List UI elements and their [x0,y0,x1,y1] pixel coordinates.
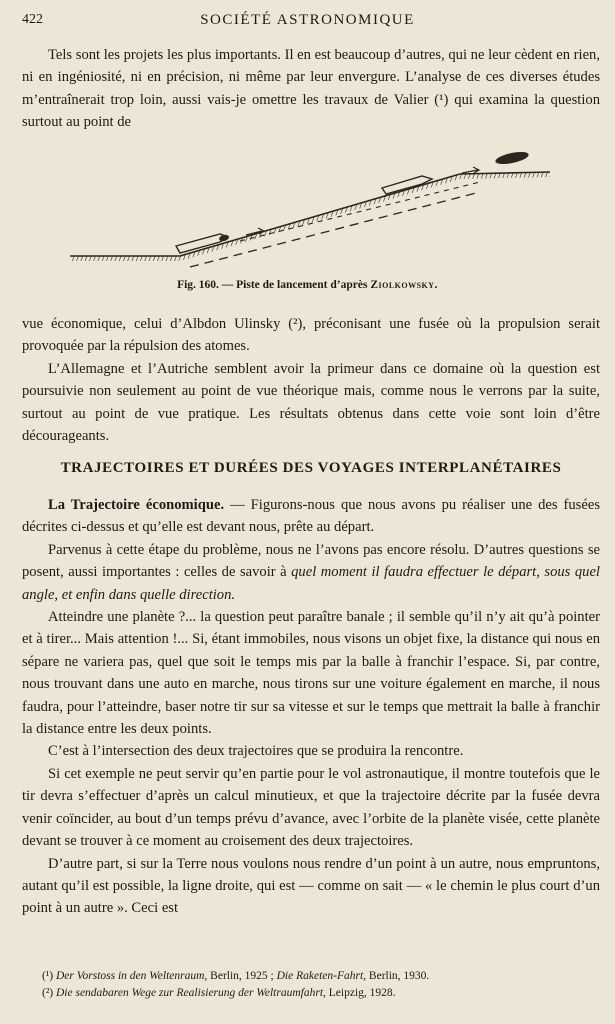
run-in-heading: La Trajectoire économique. [48,497,225,513]
page-header [22,12,593,32]
footnote-1-end: , Berlin, 1930. [363,970,430,982]
section-heading: TRAJECTOIRES ET DURÉES DES VOYAGES INTERPLANÉTAIRES [60,460,562,476]
paragraph-reach-planet: Atteindre une planète ?... la question peut paraître banale ; il semble qu’il n’y ait qu’à pointer et à tirer... Mais attention !... Si, étant immobiles, nous visons un objet fixe, la distance qui nous en sépare ne variera pas, quel que soit le temps mis par la balle à franchir l’espace. Si, par contre, nous trouvant dans une auto en marche, nous tirons sur une voiture également en marche, il nous faudra, pour l’atteindre, baser notre tir sur sa vitesse et sur le temps que mettrait la balle à franchir la distance entre les deux points. [22,609,600,738]
trajectory-dashes [190,182,480,267]
footnote-1-place: , Berlin, 1925 ; [204,970,277,982]
rocket-in-flight [494,150,529,167]
running-head: SOCIÉTÉ ASTRONOMIQUE [200,12,415,28]
paragraph-example: Si cet exemple ne peut servir qu’en partie pour le vol astronautique, il montre toutefois que le tir devra s’effectuer d’après un calcul minutieux, et que la trajectoire décrite par la fusée devra venir coïncider, au bout d’un temps prévu d’avance, avec l’orbite de la planète visée, cette planète devant se trouver à ce moment au croisement des deux trajectoires. [22,765,600,850]
footnotes [42,968,582,1002]
page-number: 422 [22,12,43,27]
inclined-ramp [180,172,550,261]
footnote-1-title-2: Die Raketen-Fahrt [276,970,364,982]
paragraph-intersection: C’est à l’intersection des deux trajectoires que se produira la rencontre. [48,743,464,760]
paragraph-straight-line: D’autre part, si sur la Terre nous voulons nous rendre d’un point à un autre, nous empruntons, autant qu’il est possible, la ligne droite, qui est — comme on sait — « le chemin le plus court d’un point à un autre ». Ceci est [22,855,600,917]
footnote-2-end: , Leipzig, 1928. [323,987,396,999]
figure-caption-author: Ziolkowsky. [370,279,438,291]
footnote-2-title: Die sendabaren Wege zur Realisierung der Weltraumfahrt [55,987,324,999]
footnote-2 [42,985,582,1002]
lower-text-block [22,494,600,920]
launch-track-figure [60,142,560,272]
paragraph-questions [22,539,600,606]
footnote-1 [42,968,582,985]
footnote-1-title-1: Der Vorstoss in den Weltenraum [55,970,205,982]
figure-caption [0,279,615,291]
paragraph-questions-text: Parvenus à cette étape du problème, nous ne l’avons pas encore résolu. D’autres questions se posent, aussi importantes : celles de savoir à [22,541,600,581]
paragraph-ulinsky: vue économique, celui d’Albdon Ulinsky (²), préconisant une fusée où la propulsion serait provoquée par la répulsion des atomes. [22,316,600,355]
footnote-2-mark: (²) [42,987,54,999]
paragraph-economic-text: — Figurons-nous que nous avons pu réaliser une des fusées décrites ci-dessus et qu’elle est devant nous, prête au départ. [22,497,601,536]
middle-text-block [22,313,600,447]
paragraph-germany-austria: L’Allemagne et l’Autriche semblent avoir la primeur dans ce domaine où la question est poursuivie non seulement au point de vue théorique mais, comme nous le verrons par la suite, surtout au point de vue pratique. Les résultats obtenus dans cette voie sont loin d’être décourageants. [22,360,600,445]
ground-line [70,256,180,261]
paragraph-economic-trajectory [22,494,600,539]
top-text-block [22,44,600,134]
paragraph-projects: Tels sont les projets les plus importants. Il en est beaucoup d’autres, qui ne leur cèdent en rien, ni en ingéniosité, ni en précision, ni même par leur envergure. L’analyse de ces diverses études m’entraînerait trop loin, aussi vais-je omettre les travaux de Valier (¹) qui examina la question surtout au point de [22,47,600,131]
footnote-1-mark: (¹) [42,970,54,982]
figure-caption-text: Fig. 160. — Piste de lancement d’après [177,279,371,291]
paragraph-questions-italic: quel moment il faudra effectuer le départ, sous quel angle, et enfin dans quelle direction. [22,564,600,603]
